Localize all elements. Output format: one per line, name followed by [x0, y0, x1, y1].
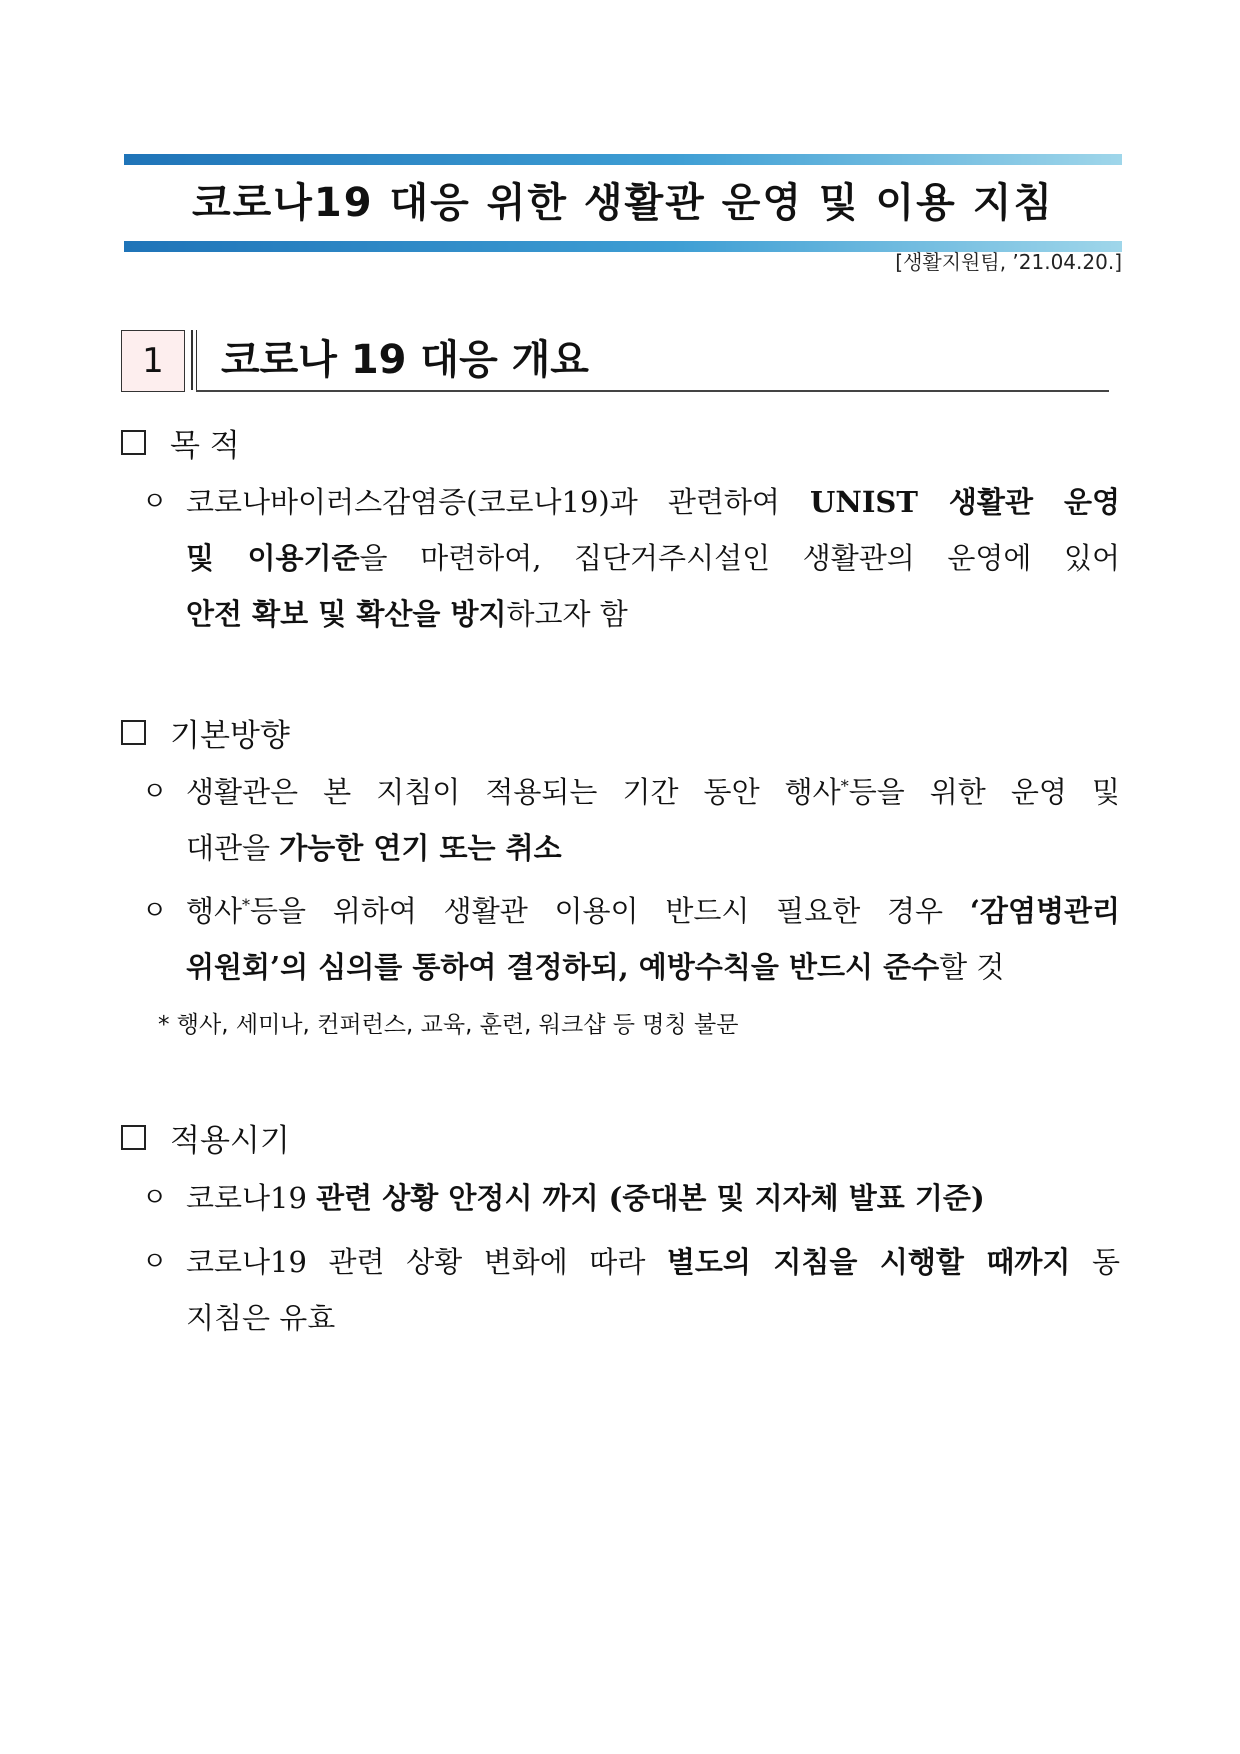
text-run: 동 [1070, 1245, 1120, 1279]
text-run: 할 것 [939, 950, 1005, 984]
text-line [186, 586, 1120, 642]
department-date: [생활지원팀, ’21.04.20.] [895, 250, 1122, 274]
checkbox-square-icon [121, 720, 146, 745]
bullet-text [186, 1170, 1120, 1226]
subheading-label: 기본방향 [170, 718, 290, 754]
text-run: 행사 [186, 894, 243, 928]
section-divider [191, 330, 193, 390]
checkbox-square-icon [121, 430, 146, 455]
text-run: 코로나19 관련 상황 변화에 따라 [186, 1245, 667, 1279]
subheading-label: 목 적 [170, 428, 240, 464]
footnote-marker: * [242, 895, 251, 915]
bullet-text [186, 1234, 1120, 1346]
checkbox-square-icon [121, 1125, 146, 1150]
text-run-bold: ‘감염병관리 [969, 894, 1120, 928]
text-run: 코로나19 [186, 1181, 317, 1215]
text-run-bold: UNIST 생활관 운영 [810, 485, 1120, 519]
title-band [124, 154, 1122, 252]
text-run: 등을 위한 운영 및 [848, 775, 1120, 809]
text-run: 등을 위하여 생활관 이용이 반드시 필요한 경우 [250, 894, 970, 928]
text-line [186, 883, 1120, 939]
section-underline [196, 390, 1109, 392]
bullet-circle-icon: ㅇ [142, 1183, 168, 1213]
section-number: 1 [121, 330, 185, 392]
text-line [186, 530, 1120, 586]
footnote-marker: * [840, 776, 849, 796]
bullet-circle-icon: ㅇ [142, 777, 168, 807]
text-line [186, 1170, 1120, 1226]
footnote: * 행사, 세미나, 컨퍼런스, 교육, 훈련, 워크샵 등 명칭 불문 [158, 1012, 739, 1038]
section-heading [121, 330, 1109, 394]
section-title: 코로나 19 대응 개요 [221, 337, 589, 383]
text-run-bold: 가능한 연기 또는 취소 [279, 831, 562, 865]
text-run-bold: 및 이용기준 [186, 541, 360, 575]
text-run: 하고자 함 [506, 597, 628, 631]
section-divider-thin [196, 330, 197, 390]
text-line [186, 820, 1120, 876]
text-run-bold: 안전 확보 및 확산을 방지 [186, 597, 507, 631]
text-line [186, 939, 1120, 995]
text-run: 대관을 [186, 831, 280, 865]
title-top-bar [124, 154, 1122, 165]
bullet-text [186, 883, 1120, 995]
text-line [186, 1290, 1120, 1346]
subheading-direction [121, 710, 290, 755]
document-title: 코로나19 대응 위한 생활관 운영 및 이용 지침 [191, 180, 1055, 226]
bullet-text [186, 474, 1120, 642]
subheading-purpose [121, 420, 240, 465]
subheading-label: 적용시기 [170, 1123, 290, 1159]
text-line [186, 474, 1120, 530]
text-line [186, 1234, 1120, 1290]
bullet-circle-icon: ㅇ [142, 487, 168, 517]
text-run-bold: 관련 상황 안정시 까지 (중대본 및 지자체 발표 기준) [316, 1181, 985, 1215]
text-run: 생활관은 본 지침이 적용되는 기간 동안 행사 [186, 775, 841, 809]
text-run-bold: 위원회’의 심의를 통하여 결정하되, 예방수칙을 반드시 준수 [186, 950, 940, 984]
text-run: 코로나바이러스감염증(코로나19)과 관련하여 [186, 485, 811, 519]
bullet-text [186, 764, 1120, 876]
text-line [186, 764, 1120, 820]
text-run: 을 마련하여, 집단거주시설인 생활관의 운영에 있어 [359, 541, 1121, 575]
text-run-bold: 별도의 지침을 시행할 때까지 [666, 1245, 1071, 1279]
bullet-circle-icon: ㅇ [142, 1247, 168, 1277]
subheading-period [121, 1115, 290, 1160]
text-run: 지침은 유효 [186, 1301, 336, 1335]
bullet-circle-icon: ㅇ [142, 896, 168, 926]
